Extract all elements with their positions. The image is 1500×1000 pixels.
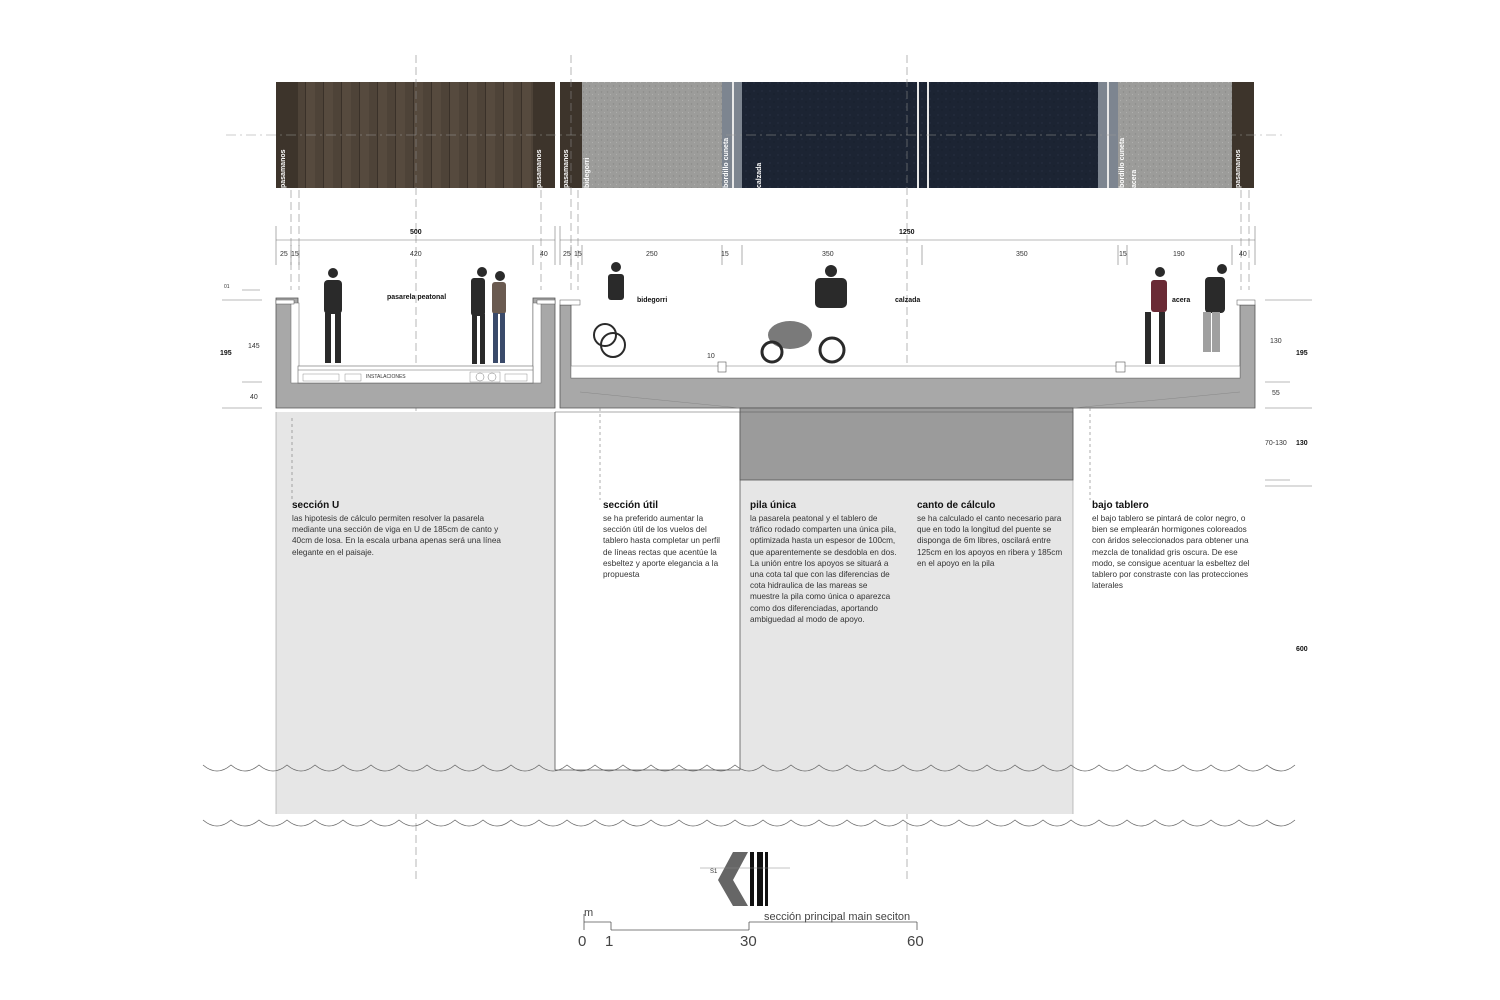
dim-part: 350 (1016, 251, 1028, 258)
dim-part: 25 (563, 251, 571, 258)
footbridge-u-section (276, 298, 555, 408)
dim-part: 350 (822, 251, 834, 258)
dim-part: 40 (1239, 251, 1247, 258)
scale-tick: 30 (740, 933, 757, 950)
note-title: sección U (292, 500, 340, 511)
dim-left-b: 195 (220, 350, 232, 357)
scale-tick: 60 (907, 933, 924, 950)
note-pila-unica (750, 500, 898, 625)
dim-part: 15 (574, 251, 582, 258)
zone-label-acera: acera (1172, 297, 1191, 304)
note-title: bajo tablero (1092, 500, 1149, 511)
plan-label-calzada: calzada (756, 162, 763, 188)
note-text: el bajo tablero se pintará de color negro, o bien se emplearán hormigones coloreados con áridos seleccionados para obtener una mezcla de tonalidad gris oscura. De ese modo, se consigue acentuar la esbeltez del tablero por constraste con las protecciones laterales (1092, 514, 1250, 591)
zone-label-pasarela: pasarela peatonal (387, 294, 447, 301)
dim-right-e: 130 (1296, 440, 1308, 447)
note-title: pila única (750, 500, 797, 511)
dim-right-c: 55 (1272, 390, 1280, 397)
section-mark-symbol (700, 852, 790, 906)
dim-part: 15 (1119, 251, 1127, 258)
dim-right-a: 130 (1270, 338, 1282, 345)
dim-left-a: 01 (224, 284, 230, 290)
people-silhouettes (324, 262, 1227, 364)
scale-tick: 1 (605, 933, 614, 950)
dim-left-d: 40 (250, 394, 258, 401)
dim-part: 40 (540, 251, 548, 258)
dim-curb: 10 (707, 353, 715, 360)
dim-right-d: 70-130 (1265, 440, 1287, 447)
single-pile (740, 408, 1073, 480)
zone-label-bidegorri: bidegorri (637, 297, 668, 304)
note-text: se ha calculado el canto necesario para que en todo la longitud del puente se disponga de 6m libres, oscilará entre 125cm en los apoyos en ribera y 185cm en el apoyo en la pila (917, 514, 1063, 568)
zone-label-calzada: calzada (895, 297, 921, 304)
plan-label-bordillo-cuneta: bordillo cuneta (1119, 137, 1126, 188)
note-title: sección útil (603, 500, 659, 511)
dim-total-road: 1250 (899, 229, 915, 236)
installations-label: INSTALACIONES (366, 374, 406, 380)
footbridge-shadow-fill (276, 412, 555, 814)
note-canto-calculo (917, 500, 1069, 569)
drawing-caption: sección principal main seciton (764, 911, 911, 923)
dim-total-footbridge: 500 (410, 229, 422, 236)
dim-right-b: 195 (1296, 350, 1308, 357)
note-text: las hipotesis de cálculo permiten resolver la pasarela mediante una sección de viga en U de 185cm de canto y 40cm de losa. En la escala urbana apenas será una línea elegante en el paisaje. (292, 514, 501, 557)
plan-label-pasamanos: pasamanos (1235, 149, 1242, 188)
plan-label-pasamanos: pasamanos (280, 149, 287, 188)
plan-label-bidegorri: bidegorri (584, 157, 591, 188)
dim-part: 420 (410, 251, 422, 258)
scale-tick: 0 (578, 933, 587, 950)
dim-part: 250 (646, 251, 658, 258)
note-seccion-u (292, 500, 517, 558)
note-text: se ha preferido aumentar la sección útil de los vuelos del tablero hasta completar un perfil de líneas rectas que acentúe la esbeltez y aporte elegancia a la propuesta (603, 514, 720, 580)
dim-part: 15 (721, 251, 729, 258)
scale-unit: m (584, 907, 594, 919)
dim-part: 15 (291, 251, 299, 258)
note-bajo-tablero (1092, 500, 1260, 591)
note-text: la pasarela peatonal y el tablero de tráfico rodado comparten una única pila, optimizada hasta un espesor de 100cm, que aparentemente se desdobla en dos. La unión entre los apoyos se situará a una cota tal que con las diferencias de cota hidraulica de las mareas se muestre la pila como única o aparezca como dos diferenciadas, aportando ambiguedad al modo de apoyo. (750, 514, 897, 624)
note-title: canto de cálculo (917, 500, 996, 511)
section-mark-label: S1 (710, 869, 718, 875)
dim-part: 190 (1173, 251, 1185, 258)
dim-right-f: 600 (1296, 646, 1308, 653)
plan-label-pasamanos: pasamanos (536, 149, 543, 188)
dim-left-c: 145 (248, 343, 260, 350)
note-seccion-util (603, 500, 725, 580)
dim-part: 25 (280, 251, 288, 258)
plan-label-acera: acera (1131, 169, 1138, 188)
plan-label-pasamanos: pasamanos (563, 149, 570, 188)
plan-label-bordillo-cuneta: bordillo cuneta (723, 137, 730, 188)
